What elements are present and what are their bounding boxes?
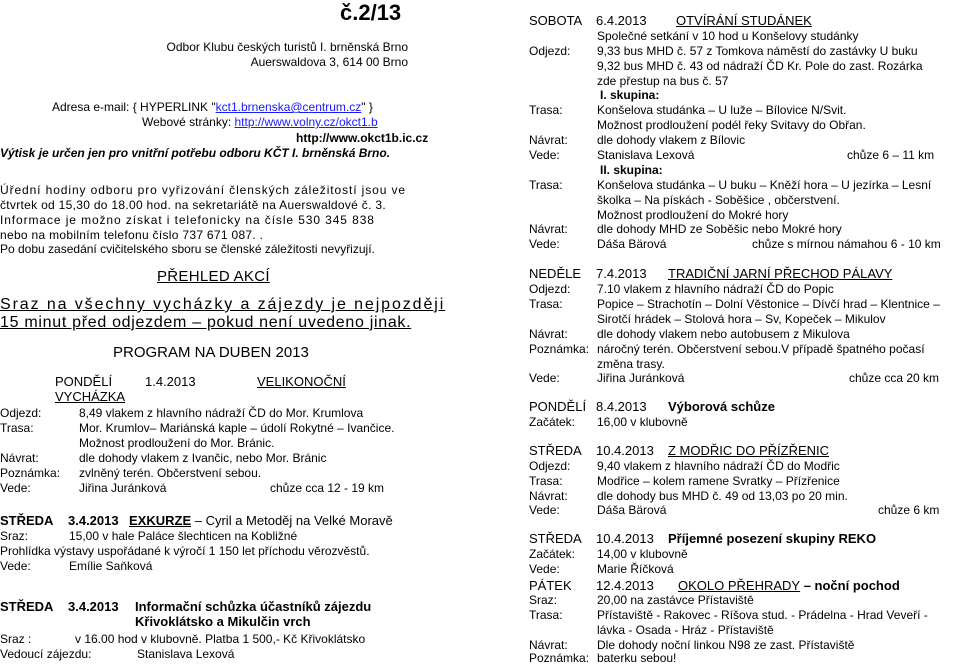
event-title: VELIKONOČNÍ	[257, 374, 346, 389]
trasa-value-2: Možnost prodloužení podél řeky Svitavy do Obřan.	[597, 118, 866, 132]
event-day: PONDĚLÍ	[55, 374, 113, 389]
event-day: STŘEDA	[0, 599, 54, 614]
web-link-2[interactable]: http://www.okct1b.ic.cz	[296, 131, 429, 145]
trasa-value: Mor. Krumlov– Mariánská kaple – údolí Rokytné – Ivančice.	[79, 421, 395, 435]
event-title-rest: – Cyril a Metoděj na Velké Moravě	[194, 513, 393, 528]
odjezd-label: Odjezd:	[529, 282, 571, 296]
event-subtitle: Společné setkání v 10 hod u Konšelovy studánky	[597, 29, 859, 43]
event-date: 3.4.2013	[68, 513, 119, 528]
odjezd-value-2: 9,32 bus MHD č. 43 od nádraží ČD Kr. Pole do zast. Rozárka	[597, 59, 923, 73]
meeting-note: Po dobu zasedání cvičitelského sboru se členské záležitosti nevyřizují.	[0, 242, 375, 256]
sraz-label: Sraz:	[529, 593, 558, 607]
chuze-value: chůze 6 – 11 km	[847, 148, 935, 162]
vede-value: Dáša Bärová	[597, 503, 667, 517]
event-date: 12.4.2013	[596, 578, 654, 593]
web-link[interactable]: http://www.volny.cz/okct1.b	[234, 115, 378, 129]
trasa-label: Trasa:	[529, 297, 563, 311]
event-date: 10.4.2013	[596, 443, 654, 458]
event-day: STŘEDA	[0, 513, 54, 528]
trasa-value-2: Sirotčí hrádek – Stolová hora – Sv, Kopeček – Mikulov	[597, 312, 886, 326]
trasa-label: Trasa:	[529, 608, 563, 622]
vede-label: Vede:	[529, 562, 560, 576]
trasa-label: Trasa:	[529, 474, 563, 488]
event-day: STŘEDA	[529, 531, 582, 546]
trasa-value: Konšelova studánka – U luže – Bílovice N/Svit.	[597, 103, 847, 117]
trasa-label: Trasa:	[529, 178, 563, 192]
odjezd-value: 9,33 bus MHD č. 57 z Tomkova náměstí do zastávky U buku	[597, 44, 918, 58]
sraz-label: Sraz :	[0, 632, 32, 646]
vede-label: Vede:	[529, 503, 560, 517]
trasa-value: Modřice – kolem ramene Svratky – Přízřenice	[597, 474, 840, 488]
event-date: 3.4.2013	[68, 599, 119, 614]
chuze-value: chůze cca 20 km	[849, 371, 940, 385]
vedouci-value: Stanislava Lexová	[137, 647, 235, 661]
navrat-label: Návrat:	[529, 489, 568, 503]
org-name: Odbor Klubu českých turistů I. brněnská Brno	[166, 40, 408, 54]
odjezd-value: 7.10 vlakem z hlavního nádraží ČD do Popic	[597, 282, 834, 296]
phone-info-1: Informace je možno získat i telefonicky na čísle 530 345 838	[0, 213, 375, 227]
navrat-value: dle dohody vlakem z Ivančic, nebo Mor. Bránic	[79, 451, 327, 465]
navrat-label: Návrat:	[0, 451, 39, 465]
odjezd-value: 8,49 vlakem z hlavního nádraží ČD do Mor. Krumlova	[79, 406, 364, 420]
event-title: TRADIČNÍ JARNÍ PŘECHOD PÁLAVY	[668, 266, 893, 281]
trasa-value: Popice – Strachotín – Dolní Věstonice – Dívčí hrad – Klentnice –	[597, 297, 940, 311]
poznamka-label: Poznámka:	[529, 342, 590, 356]
vede-value: Emílie Saňková	[69, 559, 153, 573]
event-day: SOBOTA	[529, 13, 583, 28]
vede-label: Vede:	[529, 237, 560, 251]
poznamka-label: Poznámka:	[0, 466, 61, 480]
navrat-label: Návrat:	[529, 327, 568, 341]
trasa-label: Trasa:	[0, 421, 34, 435]
page-number: č.2/13	[340, 0, 402, 25]
poznamka-value-2: změna trasy.	[597, 357, 665, 371]
event-date: 10.4.2013	[596, 531, 654, 546]
phone-info-2: nebo na mobilním telefonu číslo 737 671 087. .	[0, 228, 264, 242]
chuze-value: chůze s mírnou námahou 6 - 10 km	[752, 237, 941, 251]
navrat-value: dle dohody vlakem z Bílovic	[597, 133, 746, 147]
event-title-rest: – noční pochod	[800, 578, 900, 593]
zacatek-label: Začátek:	[529, 547, 576, 561]
event-saturday-heading	[529, 13, 812, 28]
event-title: Informační schůzka účastníků zájezdu	[135, 599, 372, 614]
poznamka-value: zvlněný terén. Občerstvení sebou.	[79, 466, 262, 480]
sraz-value: 15,00 v hale Paláce šlechticen na Kobližné	[69, 529, 298, 543]
trasa-value-3: Možnost prodloužení do Mokré hory	[597, 208, 789, 222]
event-title: Z MODŘIC DO PŘÍZŘENIC	[668, 443, 830, 458]
web-prefix: Webové stránky:	[142, 115, 235, 129]
vedouci-label: Vedoucí zájezdu:	[0, 647, 92, 661]
web-line	[142, 115, 378, 130]
odjezd-label: Odjezd:	[529, 459, 571, 473]
event-friday-heading	[529, 578, 900, 593]
poznamka-value: náročný terén. Občerstvení sebou.V případě špatného počasí	[597, 342, 925, 356]
vede-value: Marie Říčková	[597, 562, 674, 576]
event-date: 1.4.2013	[145, 374, 196, 389]
trasa-value-2: Možnost prodloužení do Mor. Bránic.	[79, 436, 275, 450]
event-title: OKOLO PŘEHRADY	[678, 578, 801, 593]
chuze-value: chůze 6 km	[878, 503, 940, 517]
event-title-2: Křivoklátsko a Mikulčin vrch	[135, 614, 311, 629]
event-date: 8.4.2013	[596, 399, 647, 414]
event-wednesday-2-heading	[0, 599, 372, 614]
navrat-value: dle dohody MHD ze Soběšic nebo Mokré hory	[597, 222, 842, 236]
vede-value: Jiřina Juránková	[597, 371, 685, 385]
meet-rule-1: Sraz na všechny vycházky a zájezdy je nejpozději	[0, 296, 446, 313]
trasa-value: Přístaviště - Rakovec - Ríšova stud. - Prádelna - Hrad Veveří -	[597, 608, 928, 622]
event-title: EXKURZE	[129, 513, 192, 528]
group-2-label: II. skupina:	[600, 163, 663, 177]
poznamka-value: baterku sebou!	[597, 651, 677, 665]
internal-notice: Výtisk je určen jen pro vnitřní potřebu odboru KČT I. brněnská Brno.	[0, 146, 391, 160]
navrat-value: dle dohody vlakem nebo autobusem z Mikulova	[597, 327, 850, 341]
office-hours-1: Úřední hodiny odboru pro vyřizování členských záležitostí jsou ve	[0, 183, 407, 197]
vede-value: Stanislava Lexová	[597, 148, 695, 162]
trasa-value-2: lávka - Osada - Hráz - Přístaviště	[597, 623, 774, 637]
poznamka-label: Poznámka:	[529, 651, 590, 665]
event-wednesday-heading	[0, 513, 393, 528]
event-title: OTVÍRÁNÍ STUDÁNEK	[676, 13, 812, 28]
vede-label: Vede:	[0, 481, 31, 495]
sraz-value: 20,00 na zastávce Přístaviště	[597, 593, 754, 607]
event-wednesday-2-heading	[529, 531, 877, 546]
email-suffix: " }	[361, 100, 373, 114]
event-title: Výborová schůze	[668, 399, 775, 414]
odjezd-value: 9,40 vlakem z hlavního nádraží ČD do Modřic	[597, 459, 840, 473]
vede-label: Vede:	[0, 559, 31, 573]
event-title: Příjemné posezení skupiny REKO	[668, 531, 877, 546]
email-line	[52, 100, 373, 115]
navrat-label: Návrat:	[529, 638, 568, 652]
trasa-value: Konšelova studánka – U buku – Kněží hora – U jezírka – Lesní	[597, 178, 932, 192]
event-monday-heading	[55, 374, 346, 389]
navrat-value: Dle dohody noční linkou N98 ze zast. Přístaviště	[597, 638, 855, 652]
event-title-2: VYCHÁZKA	[55, 389, 126, 404]
vede-label: Vede:	[529, 148, 560, 162]
odjezd-label: Odjezd:	[0, 406, 42, 420]
org-address: Auerswaldova 3, 614 00 Brno	[250, 55, 408, 69]
event-day: PONDĚLÍ	[529, 399, 587, 414]
email-prefix: Adresa e-mail: { HYPERLINK "	[52, 100, 216, 114]
event-description: Prohlídka výstavy uspořádané k výročí 1 150 let příchodu věrozvěstů.	[0, 544, 370, 558]
odjezd-label: Odjezd:	[529, 44, 571, 58]
zacatek-label: Začátek:	[529, 415, 576, 429]
zacatek-value: 14,00 v klubovně	[597, 547, 688, 561]
vede-value: Dáša Bärová	[597, 237, 667, 251]
meet-rule-2: 15 minut před odjezdem – pokud není uvedeno jinak.	[0, 314, 412, 331]
trasa-value-2: školka – Na pískách - Soběšice , občerstvení.	[597, 193, 840, 207]
navrat-label: Návrat:	[529, 222, 568, 236]
vede-label: Vede:	[529, 371, 560, 385]
odjezd-value-3: zde přestup na bus č. 57	[597, 74, 729, 88]
event-day: NEDĚLE	[529, 266, 582, 281]
office-hours-2: čtvrtek od 15,30 do 18.00 hod. na sekretariátě na Auerswaldové č. 3.	[0, 198, 386, 212]
event-wednesday-heading	[529, 443, 830, 458]
sraz-label: Sraz:	[0, 529, 29, 543]
navrat-value: dle dohody bus MHD č. 49 od 13,03 po 20 min.	[597, 489, 848, 503]
event-day: PÁTEK	[529, 578, 572, 593]
sraz-value: v 16.00 hod v klubovně. Platba 1 500,- Kč Křivoklátsko	[75, 632, 366, 646]
navrat-label: Návrat:	[529, 133, 568, 147]
zacatek-value: 16,00 v klubovně	[597, 415, 688, 429]
vede-value: Jiřina Juránková	[79, 481, 167, 495]
overview-title: PŘEHLED AKCÍ	[157, 268, 270, 285]
event-date: 6.4.2013	[596, 13, 647, 28]
program-title: PROGRAM NA DUBEN 2013	[113, 344, 309, 361]
event-sunday-heading	[529, 266, 893, 281]
event-day: STŘEDA	[529, 443, 582, 458]
trasa-label: Trasa:	[529, 103, 563, 117]
event-monday-heading	[529, 399, 775, 414]
group-1-label: I. skupina:	[600, 88, 660, 102]
email-link[interactable]: kct1.brnenska@centrum.cz	[215, 100, 362, 114]
event-date: 7.4.2013	[596, 266, 647, 281]
chuze-value: chůze cca 12 - 19 km	[270, 481, 385, 495]
